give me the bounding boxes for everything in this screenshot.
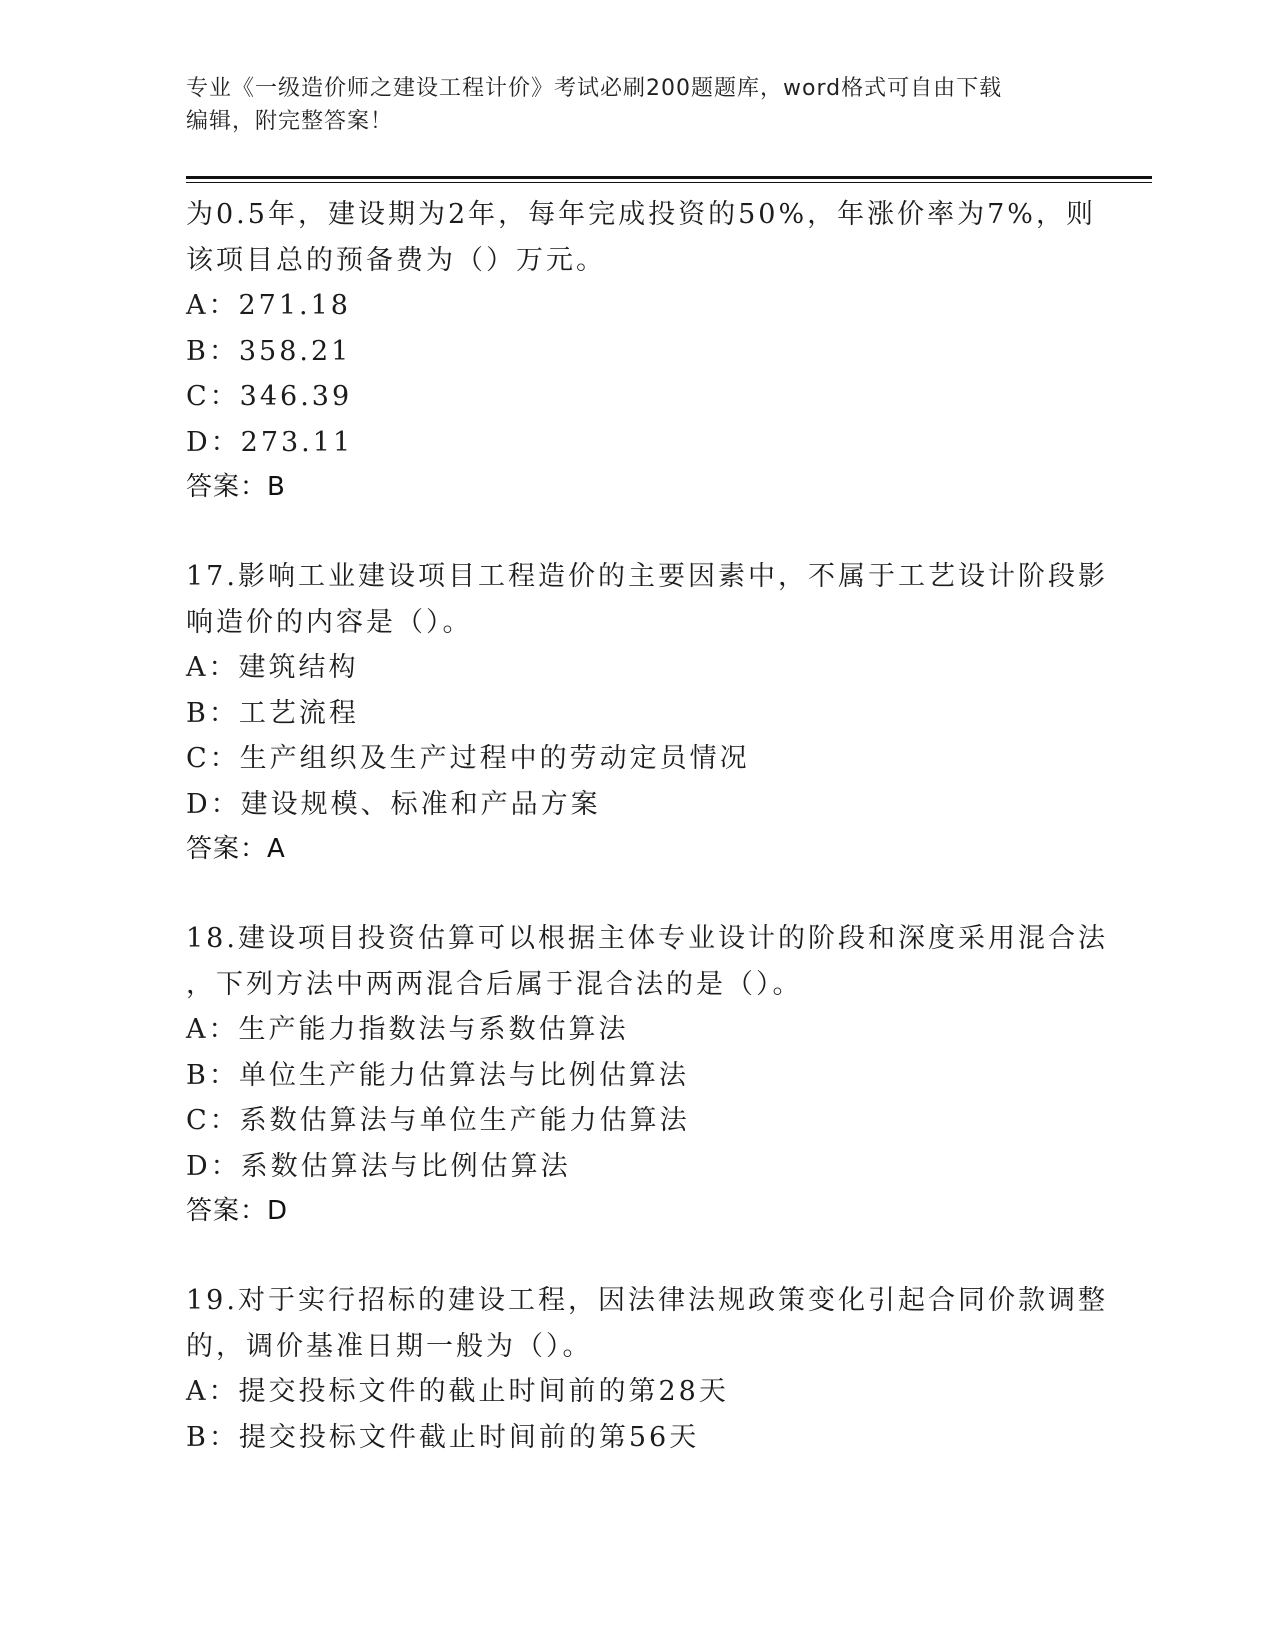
option-a: A：生产能力指数法与系数估算法	[186, 1014, 629, 1045]
header-rule-thin	[186, 182, 1152, 183]
option-a: A：271.18	[186, 290, 351, 321]
question-stem-line: ，下列方法中两两混合后属于混合法的是（）。	[186, 968, 803, 1000]
option-b: B：工艺流程	[186, 697, 359, 729]
header-line-2: 编辑，附完整答案！	[186, 109, 394, 134]
question-stem-line: 该项目总的预备费为（）万元。	[186, 244, 606, 276]
option-c: C：系数估算法与单位生产能力估算法	[186, 1105, 690, 1136]
option-d: D：273.11	[186, 426, 354, 458]
question-list	[186, 192, 1108, 1460]
question-16	[186, 192, 1096, 509]
question-18	[186, 916, 1108, 1233]
question-stem-line: 17.影响工业建设项目工程造价的主要因素中，不属于工艺设计阶段影	[186, 561, 1108, 592]
header-line-1: 专业《一级造价师之建设工程计价》考试必刷200题题库，word格式可自由下载	[186, 76, 1003, 101]
option-c: C：346.39	[186, 381, 353, 412]
question-17	[186, 554, 1108, 871]
option-a: A：建筑结构	[186, 652, 359, 683]
header-rule-thick	[186, 176, 1152, 179]
option-b: B：358.21	[186, 335, 352, 367]
question-stem-line: 19.对于实行招标的建设工程，因法律法规政策变化引起合同价款调整	[186, 1285, 1108, 1316]
question-stem-line: 响造价的内容是（）。	[186, 606, 473, 638]
answer-label: 答案：D	[186, 1196, 289, 1226]
page-header	[186, 72, 1066, 138]
option-a: A：提交投标文件的截止时间前的第28天	[186, 1376, 729, 1407]
question-stem-line: 18.建设项目投资估算可以根据主体专业设计的阶段和深度采用混合法	[186, 923, 1108, 954]
option-d: D：系数估算法与比例估算法	[186, 1150, 571, 1182]
option-b: B：提交投标文件截止时间前的第56天	[186, 1421, 700, 1453]
option-c: C：生产组织及生产过程中的劳动定员情况	[186, 743, 750, 774]
option-d: D：建设规模、标准和产品方案	[186, 788, 601, 820]
answer-label: 答案：A	[186, 834, 286, 864]
spacer	[186, 509, 1086, 554]
question-stem-line: 的，调价基准日期一般为（）。	[186, 1330, 593, 1362]
spacer	[186, 871, 1086, 916]
question-stem-line: 为0.5年，建设期为2年，每年完成投资的50%，年涨价率为7%，则	[186, 199, 1096, 230]
spacer	[186, 1233, 1086, 1278]
answer-label: 答案：B	[186, 472, 286, 502]
option-b: B：单位生产能力估算法与比例估算法	[186, 1059, 689, 1091]
question-19	[186, 1278, 1108, 1460]
